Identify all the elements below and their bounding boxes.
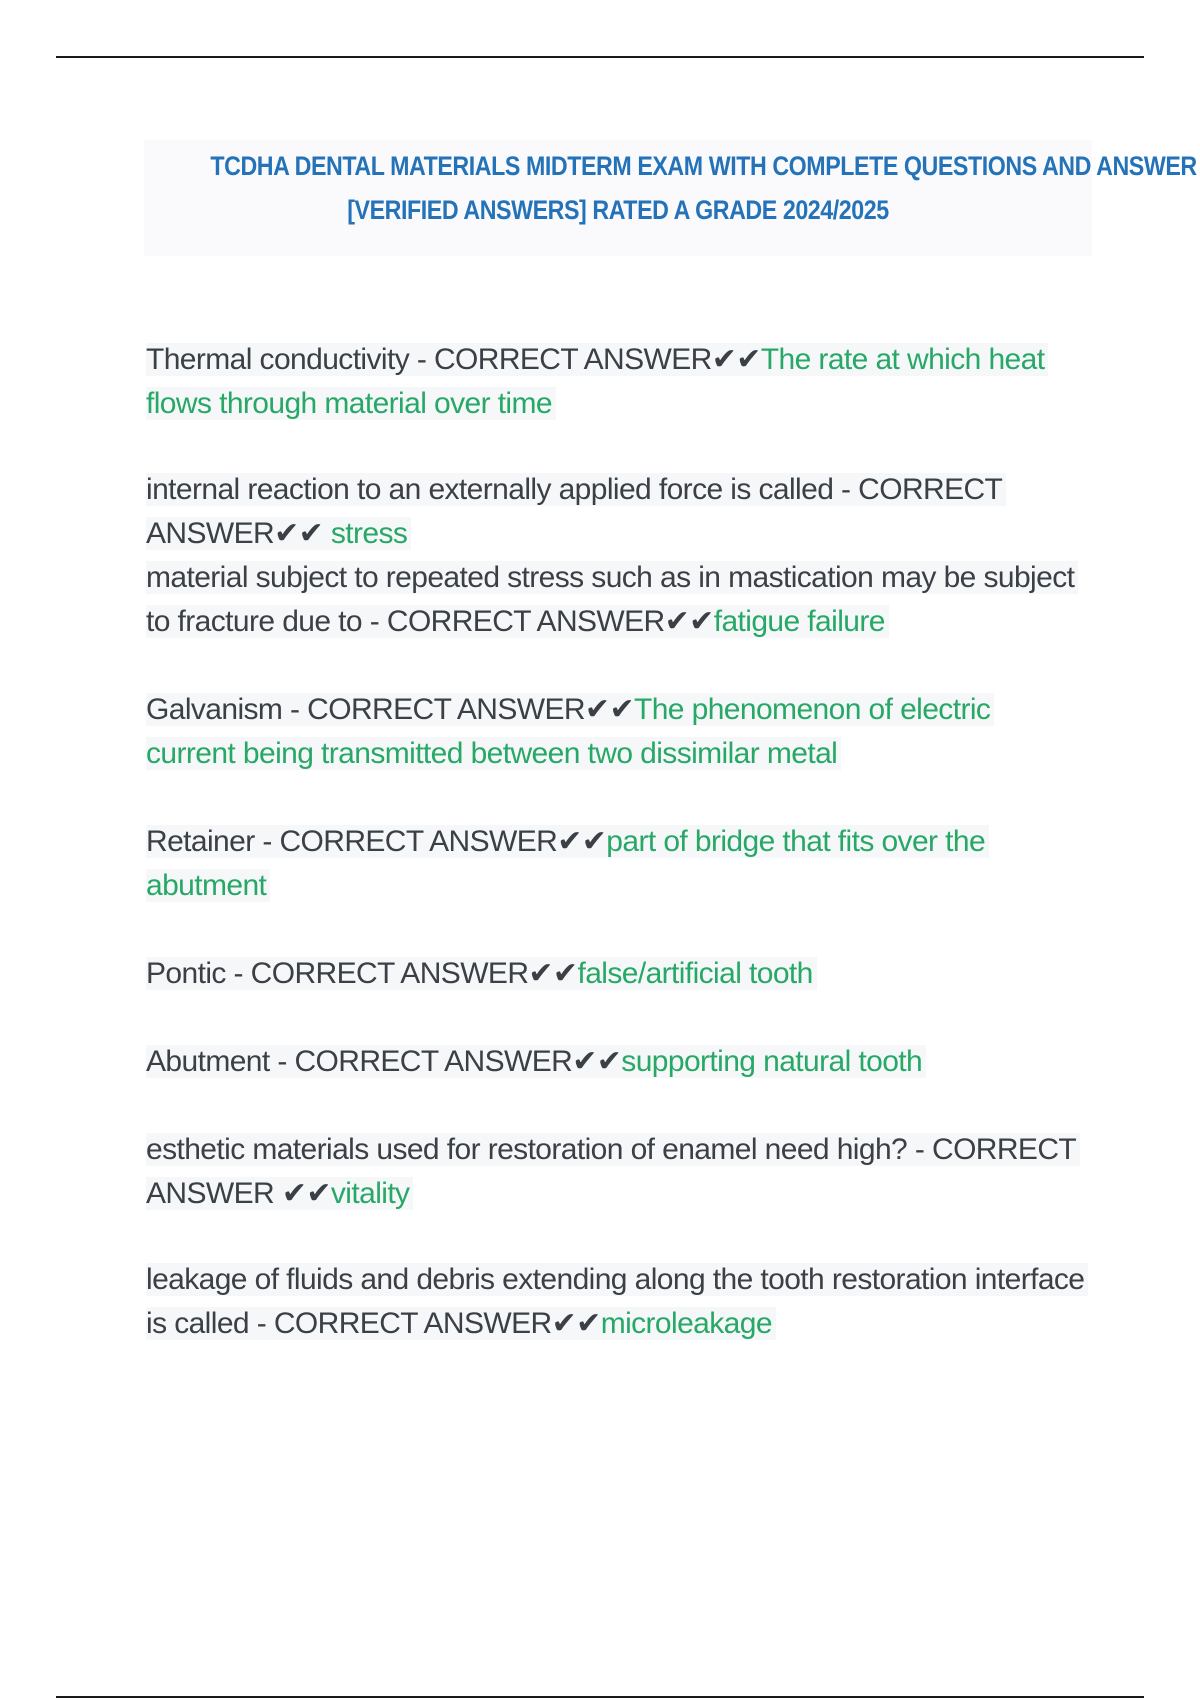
- footer-rule: [56, 1696, 1144, 1698]
- qa-item: [146, 1128, 1086, 1216]
- double-check-icon: ✔✔: [528, 957, 578, 990]
- qa-item: [146, 556, 1086, 644]
- double-check-icon: ✔✔: [551, 1307, 601, 1340]
- answer-text: The phenomenon of electric current being transmitted between two dissimilar metal: [146, 693, 991, 770]
- qa-item: [146, 1040, 1086, 1084]
- answer-text: false/artificial tooth: [577, 957, 813, 990]
- answer-text: part of bridge that fits over the abutment: [146, 825, 986, 902]
- answer-text: supporting natural tooth: [621, 1045, 923, 1078]
- question-text: Galvanism -: [146, 693, 308, 726]
- answer-marker: CORRECT ANSWER: [433, 343, 712, 376]
- qa-item: [146, 1258, 1086, 1346]
- qa-item: [146, 468, 1086, 556]
- double-check-icon: ✔✔: [711, 343, 761, 376]
- qa-item: [146, 952, 1086, 996]
- question-text: internal reaction to an externally applied force is called -: [146, 473, 859, 506]
- double-check-icon: ✔✔: [664, 605, 714, 638]
- question-text: Abutment -: [146, 1045, 295, 1078]
- answer-marker: CORRECT ANSWER: [307, 693, 585, 726]
- qa-item: [146, 338, 1086, 426]
- double-check-icon: ✔✔: [281, 1177, 331, 1210]
- qa-item: [146, 820, 1086, 908]
- answer-text: The rate at which heat flows through material over time: [146, 343, 1045, 420]
- answer-marker: CORRECT ANSWER: [250, 957, 529, 990]
- document-title: [144, 140, 1197, 256]
- double-check-icon: ✔✔: [572, 1045, 622, 1078]
- qa-item: [146, 688, 1086, 776]
- double-check-icon: ✔✔: [584, 693, 634, 726]
- question-text: leakage of fluids and debris extending along the tooth restoration interface is called -: [146, 1263, 1085, 1340]
- answer-marker: CORRECT ANSWER: [273, 1307, 552, 1340]
- question-text: Pontic -: [146, 957, 251, 990]
- answer-text: stress: [330, 517, 408, 550]
- title-line-1: TCDHA DENTAL MATERIALS MIDTERM EXAM WITH COMPLETE QUESTIONS AND ANSWER: [210, 151, 1197, 181]
- answer-marker: CORRECT ANSWER: [146, 473, 1002, 550]
- question-text: material subject to repeated stress such as in mastication may be subject to fracture due to -: [146, 561, 1075, 638]
- answer-marker: CORRECT ANSWER: [279, 825, 558, 858]
- answer-marker: CORRECT ANSWER: [386, 605, 665, 638]
- double-check-icon: ✔✔: [557, 825, 607, 858]
- answer-marker: CORRECT ANSWER: [294, 1045, 573, 1078]
- question-text: Thermal conductivity -: [146, 343, 434, 376]
- question-text: Retainer -: [146, 825, 280, 858]
- double-check-icon: ✔✔: [274, 517, 324, 550]
- qa-list: [146, 338, 1086, 1346]
- answer-text: fatigue failure: [713, 605, 885, 638]
- answer-marker: CORRECT ANSWER: [146, 1133, 1076, 1210]
- title-line-2: [VERIFIED ANSWERS] RATED A GRADE 2024/2025: [347, 195, 889, 225]
- answer-text: vitality: [330, 1177, 410, 1210]
- question-text: esthetic materials used for restoration of enamel need high? -: [146, 1133, 932, 1166]
- header-rule: [56, 56, 1144, 58]
- answer-text: microleakage: [600, 1307, 772, 1340]
